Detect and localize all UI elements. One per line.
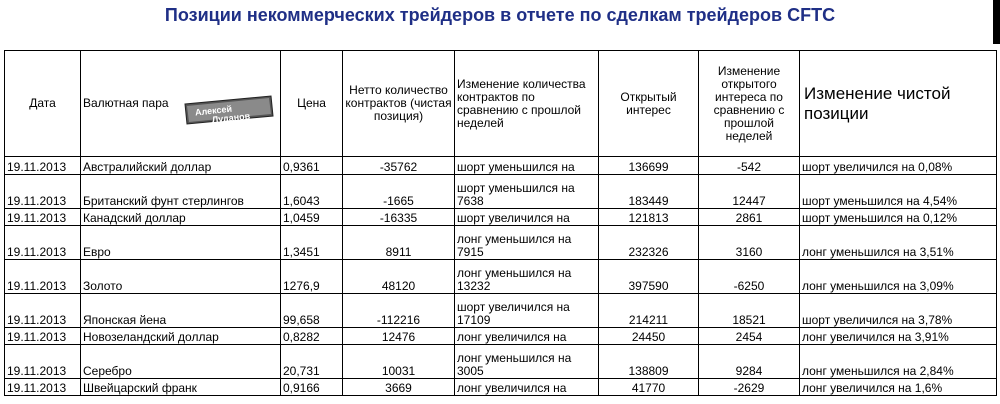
cell-change: лонг увеличился на (455, 328, 599, 345)
header-change-oi: Изменение открытого интереса по сравнению с прошлой неделей (699, 51, 800, 157)
cell-date: 19.11.2013 (5, 345, 81, 379)
cell-oi: 397590 (599, 260, 699, 294)
page-title: Позиции некоммерческих трейдеров в отчете по сделкам трейдеров CFTC (164, 5, 836, 25)
cell-price: 1,0459 (281, 209, 343, 226)
cell-oi: 138809 (599, 345, 699, 379)
cell-oi: 24450 (599, 328, 699, 345)
cell-pair: Новозеландский доллар (81, 328, 281, 345)
cell-change: лонг уменьшился на 7915 (455, 226, 599, 260)
cell-date: 19.11.2013 (5, 328, 81, 345)
table-row (5, 379, 997, 396)
cell-pair: Серебро (81, 345, 281, 379)
cell-net-change: лонг уменьшился на 3,09% (800, 260, 997, 294)
cell-price: 0,9166 (281, 379, 343, 396)
table-row (5, 294, 997, 328)
table-row (5, 260, 997, 294)
cell-net-change: шорт уменьшился на 0,12% (800, 209, 997, 226)
table-row (5, 209, 997, 226)
cell-oi-change: 3160 (699, 226, 800, 260)
cell-change: лонг уменьшился на 13232 (455, 260, 599, 294)
cell-oi: 232326 (599, 226, 699, 260)
cell-change: шорт уменьшился на (455, 157, 599, 175)
cell-change: шорт увеличился на 17109 (455, 294, 599, 328)
cell-date: 19.11.2013 (5, 294, 81, 328)
cell-pair: Британский фунт стерлингов (81, 175, 281, 209)
cell-oi-change: 2861 (699, 209, 800, 226)
cell-price: 1,6043 (281, 175, 343, 209)
cell-pair: Золото (81, 260, 281, 294)
cell-date: 19.11.2013 (5, 175, 81, 209)
header-row (5, 51, 997, 157)
cell-net-change: шорт увеличился на 0,08% (800, 157, 997, 175)
svg-text:Алексей: Алексей (194, 103, 233, 118)
header-open-interest: Открытый интерес (599, 51, 699, 157)
header-price: Цена (281, 51, 343, 157)
cell-net-change: лонг уменьшился на 2,84% (800, 345, 997, 379)
cell-net: -1665 (343, 175, 455, 209)
svg-text:Луданов: Луданов (211, 110, 251, 125)
cell-net-change: шорт уменьшился на 4,54% (800, 175, 997, 209)
cell-oi-change: 18521 (699, 294, 800, 328)
cell-date: 19.11.2013 (5, 379, 81, 396)
cell-oi-change: 2454 (699, 328, 800, 345)
cell-price: 99,658 (281, 294, 343, 328)
cell-change: шорт увеличился на (455, 209, 599, 226)
header-net: Нетто количество контрактов (чистая позиция) (343, 51, 455, 157)
cell-pair: Канадский доллар (81, 209, 281, 226)
cell-pair: Евро (81, 226, 281, 260)
table-row (5, 328, 997, 345)
cell-net-change: лонг увеличился на 3,91% (800, 328, 997, 345)
header-change-net: Изменение чистой позиции (800, 51, 997, 157)
table-row (5, 226, 997, 260)
cell-oi-change: 12447 (699, 175, 800, 209)
cell-oi: 136699 (599, 157, 699, 175)
header-date: Дата (5, 51, 81, 157)
cell-date: 19.11.2013 (5, 157, 81, 175)
cell-pair: Японская йена (81, 294, 281, 328)
cell-net-change: лонг увеличился на 1,6% (800, 379, 997, 396)
cell-price: 20,731 (281, 345, 343, 379)
cell-oi-change: 9284 (699, 345, 800, 379)
cell-price: 0,8282 (281, 328, 343, 345)
table-row (5, 345, 997, 379)
cell-date: 19.11.2013 (5, 226, 81, 260)
table-row (5, 157, 997, 175)
cell-net-change: шорт увеличился на 3,78% (800, 294, 997, 328)
cell-date: 19.11.2013 (5, 209, 81, 226)
cell-net: -112216 (343, 294, 455, 328)
cell-date: 19.11.2013 (5, 260, 81, 294)
cell-change: лонг увеличился на (455, 379, 599, 396)
header-pair-label: Валютная пара (83, 96, 169, 110)
cell-pair: Швейцарский франк (81, 379, 281, 396)
cell-oi-change: -6250 (699, 260, 800, 294)
header-change-contracts: Изменение количества контрактов по сравнению с прошлой неделей (455, 51, 599, 157)
cell-price: 1,3451 (281, 226, 343, 260)
cell-price: 1276,9 (281, 260, 343, 294)
corner-bar (993, 0, 1000, 44)
author-logo (181, 94, 277, 126)
cell-net: 12476 (343, 328, 455, 345)
cell-change: лонг уменьшился на 3005 (455, 345, 599, 379)
cell-oi: 121813 (599, 209, 699, 226)
cell-net: 3669 (343, 379, 455, 396)
cell-oi: 214211 (599, 294, 699, 328)
cell-net: -16335 (343, 209, 455, 226)
cell-net: 10031 (343, 345, 455, 379)
cell-oi-change: -542 (699, 157, 800, 175)
cell-change: шорт уменьшился на 7638 (455, 175, 599, 209)
cell-oi-change: -2629 (699, 379, 800, 396)
cell-pair: Австралийский доллар (81, 157, 281, 175)
cell-net-change: лонг уменьшился на 3,51% (800, 226, 997, 260)
cell-oi: 183449 (599, 175, 699, 209)
cftc-table (4, 50, 997, 396)
cell-oi: 41770 (599, 379, 699, 396)
header-pair (81, 51, 281, 157)
cell-price: 0,9361 (281, 157, 343, 175)
table-row (5, 175, 997, 209)
cell-net: 48120 (343, 260, 455, 294)
cell-net: 8911 (343, 226, 455, 260)
cell-net: -35762 (343, 157, 455, 175)
